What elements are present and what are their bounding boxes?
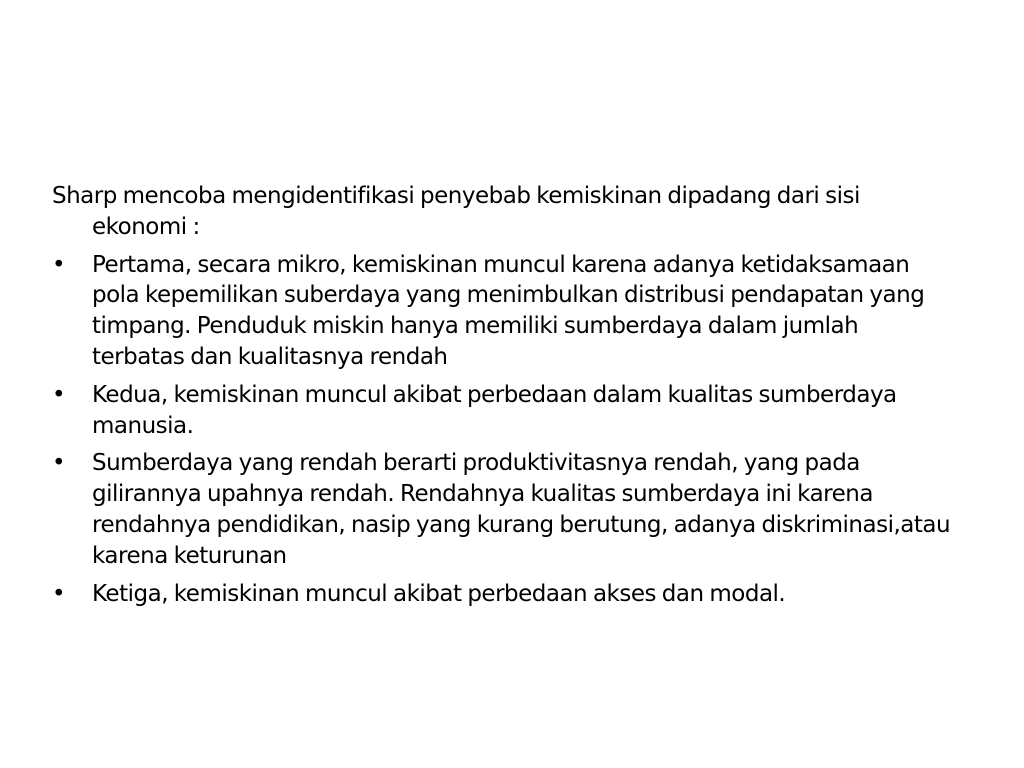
bullet-item	[52, 250, 952, 373]
bullet-text: Kedua, kemiskinan muncul akibat perbedaan dalam kualitas sumberdaya manusia.	[92, 381, 897, 439]
intro-paragraph: Sharp mencoba mengidentifikasi penyebab kemiskinan dipadang dari sisi ekonomi :	[52, 183, 860, 240]
bullet-text: Ketiga, kemiskinan muncul akibat perbedaan akses dan modal.	[92, 580, 786, 607]
slide-body	[52, 181, 952, 616]
bullet-text: Pertama, secara mikro, kemiskinan muncul karena adanya ketidaksamaan pola kepemilikan suberdaya yang menimbulkan distribusi pendapatan yang timpang. Penduduk miskin hanya memiliki sumberdaya dalam jumlah terbatas dan kualitasnya rendah	[92, 251, 925, 370]
bullet-text: Sumberdaya yang rendah berarti produktivitasnya rendah, yang pada gilirannya upahnya rendah. Rendahnya kualitas sumberdaya ini karena rendahnya pendidikan, nasip yang kurang berutung, adanya diskriminasi,atau karena keturunan	[92, 450, 951, 569]
bullet-item	[52, 579, 952, 610]
bullet-icon: •	[52, 381, 66, 408]
bullet-item	[52, 448, 952, 571]
bullet-item	[52, 380, 952, 442]
bullet-icon: •	[52, 251, 66, 278]
bullet-icon: •	[52, 450, 66, 477]
bullet-icon: •	[52, 580, 66, 607]
